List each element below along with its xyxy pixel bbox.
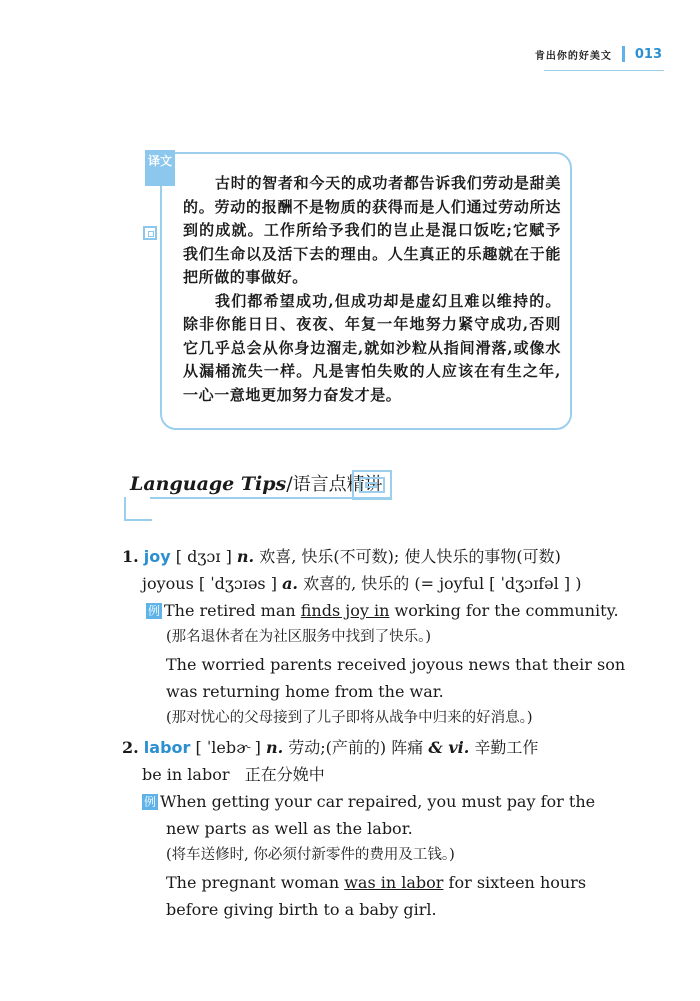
entry-headline — [122, 543, 612, 570]
example-sentence: new parts as well as the labor. — [166, 819, 413, 838]
entry-pos: n. — [236, 547, 255, 566]
example-text: working for the community. — [389, 601, 619, 620]
underlined-phrase: was in labor — [344, 873, 444, 892]
heading-separator: / — [286, 473, 293, 495]
close-paren: ) — [575, 574, 582, 593]
entry-number: 2. — [122, 738, 139, 757]
page-number: 013 — [634, 46, 662, 62]
entry-pos-2: & vi. — [428, 738, 470, 757]
translation-paragraph: 我们都希望成功,但成功却是虚幻且难以维持的。除非你能日日、夜夜、年复一年地努力紧守成功,否则它几乎总会从你身边溜走,就如沙粒从指间滑落,或像水从漏桶流失一样。凡是害怕失败的人应该在有生之年,一心一意地更加努力奋发才是。 — [183, 291, 561, 404]
example-translation: (将车送修时, 你必须付新零件的费用及工钱。) — [166, 847, 455, 863]
spiral-ornament-icon — [352, 470, 392, 500]
vocabulary-entries — [122, 543, 626, 923]
entry-pos: n. — [265, 738, 284, 757]
example-translation: (那名退休者在为社区服务中找到了快乐。) — [166, 629, 432, 645]
entry-word: labor — [143, 738, 191, 757]
spiral-ornament-icon — [143, 226, 157, 240]
language-tips-heading — [130, 470, 383, 496]
example-sentence: The worried parents received joyous news that their son — [166, 655, 626, 674]
entry-derivative — [122, 570, 612, 597]
example-sentence: was returning home from the war. — [166, 682, 444, 701]
derivative-phonetic: [ ˈdʒɔɪəs ] — [198, 574, 277, 593]
translation-tag: 译文 — [145, 150, 175, 186]
translation-paragraph: 古时的智者和今天的成功者都告诉我们劳动是甜美的。劳动的报酬不是物质的获得而是人们通过劳动所达到的成就。工作所给予我们的岂止是混口饭吃;它赋予我们生命以及活下去的理由。人生真正的乐趣就在于能把所做的事做好。 — [183, 174, 561, 286]
phrase-text: be in labor — [142, 765, 230, 784]
entry-definition-2: 辛勤工作 — [474, 738, 539, 757]
entry-definition: 劳动;(产前的) 阵痛 — [288, 738, 424, 757]
header-divider — [622, 46, 625, 62]
derivative-definition: 欢喜的, 快乐的 (= joyful — [303, 574, 485, 593]
example-text: for sixteen hours — [443, 873, 587, 892]
derivative-word: joyous — [142, 574, 194, 593]
example-sentence — [122, 597, 619, 624]
entry-phrase — [122, 761, 612, 788]
heading-bracket-ornament — [124, 497, 152, 521]
page-header — [535, 46, 662, 62]
entry-word: joy — [143, 547, 171, 566]
heading-rule — [150, 497, 390, 499]
example-translation: (那对忧心的父母接到了儿子即将从战争中归来的好消息。) — [166, 710, 533, 726]
entry-number: 1. — [122, 547, 139, 566]
underlined-phrase: finds joy in — [300, 601, 390, 620]
synonym-phonetic: [ ˈdʒɔɪfəl ] — [489, 574, 571, 593]
example-text: The pregnant woman — [166, 873, 345, 892]
translation-text — [183, 172, 561, 407]
heading-chinese: 语言点精讲 — [292, 474, 383, 495]
entry-phonetic: [ dʒɔɪ ] — [175, 547, 232, 566]
example-sentence: before giving birth to a baby girl. — [166, 900, 437, 919]
entry-headline — [122, 734, 612, 761]
heading-english: Language Tips — [130, 473, 287, 495]
entry-definition: 欢喜, 快乐(不可数); 使人快乐的事物(可数) — [259, 547, 561, 566]
example-text: When getting your car repaired, you must pay for the — [160, 792, 596, 811]
entry-phonetic: [ ˈlebɚ ] — [195, 738, 261, 757]
example-sentence — [122, 869, 612, 896]
example-icon: 例 — [147, 604, 160, 618]
running-title: 肯出你的好美文 — [534, 50, 612, 62]
example-icon: 例 — [143, 795, 156, 809]
phrase-translation: 正在分娩中 — [244, 765, 325, 784]
header-rule — [544, 70, 664, 71]
derivative-pos: a. — [282, 574, 298, 593]
example-text: The retired man — [164, 601, 301, 620]
example-sentence — [122, 788, 612, 815]
